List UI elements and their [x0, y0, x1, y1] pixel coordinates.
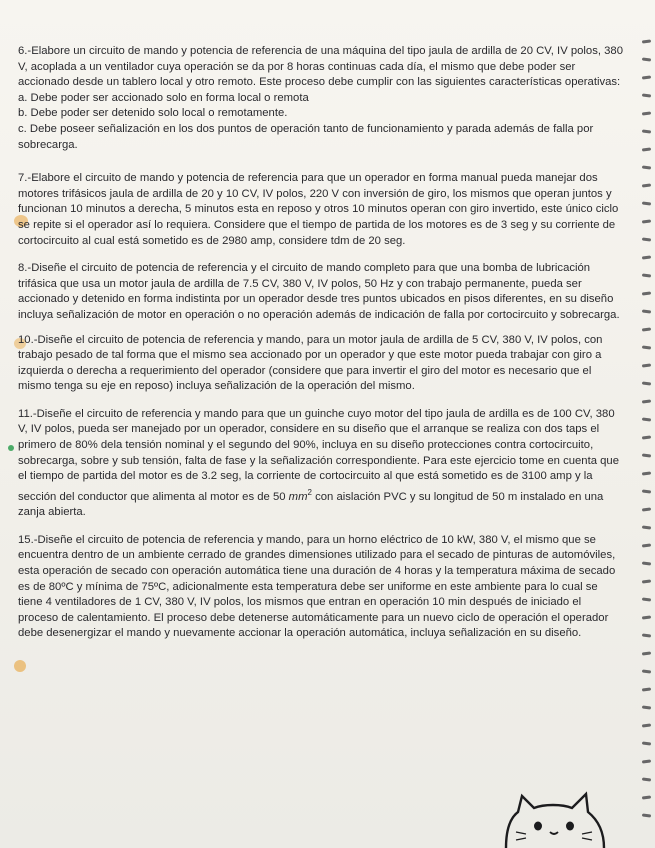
spiral-ring: [642, 129, 651, 133]
spiral-ring: [642, 525, 651, 529]
spiral-ring: [642, 39, 651, 43]
spiral-ring: [642, 633, 651, 637]
spiral-ring: [642, 723, 651, 727]
question-7: [18, 171, 623, 249]
question-11-text-b: con aislación PVC y su longitud de 50 m instalado en una zanja abierta.: [18, 490, 604, 519]
spiral-ring: [642, 255, 651, 259]
spiral-ring: [642, 615, 651, 619]
spiral-ring: [642, 165, 651, 169]
question-11-number: 11.-: [18, 407, 37, 420]
question-11-unit-exp: 2: [307, 487, 312, 497]
highlight-mark-10: [8, 445, 14, 451]
spiral-ring: [642, 147, 651, 151]
cat-doodle-icon: [500, 790, 610, 848]
question-7-body: [18, 171, 623, 249]
question-6: [18, 44, 623, 153]
question-6-item-a: a. Debe poder ser accionado solo en forma local o remota: [18, 91, 309, 104]
spiral-ring: [642, 453, 651, 457]
spiral-ring: [642, 399, 651, 403]
highlight-mark-15: [14, 660, 26, 672]
spiral-ring: [642, 417, 651, 421]
question-10: [18, 333, 623, 395]
question-15-body: [18, 533, 623, 642]
question-list: [18, 44, 623, 651]
spiral-ring: [642, 57, 651, 61]
spiral-ring: [642, 813, 651, 817]
spiral-ring: [642, 669, 651, 673]
question-6-item-b: b. Debe poder ser detenido solo local o remotamente.: [18, 107, 288, 120]
question-6-text: Elabore un circuito de mando y potencia de referencia de una máquina del tipo jaula de ardilla de 20 CV, IV polos, 380 V, acoplada a un ventilador cuya operación se da por 8 horas continuas cada día, el mismo que debe poder ser accionado desde un tablero local y otro remoto. Este proceso debe cumplir con las siguientes características operativas:: [18, 45, 623, 89]
spiral-ring: [642, 183, 651, 187]
spiral-ring: [642, 561, 651, 565]
question-15: [18, 533, 623, 642]
spiral-ring: [642, 345, 651, 349]
question-6-body: [18, 44, 623, 91]
spiral-ring: [642, 687, 651, 691]
spiral-ring: [642, 327, 651, 331]
question-7-number: 7.-: [18, 172, 32, 185]
spiral-ring: [642, 471, 651, 475]
question-8-text: Diseñe el circuito de potencia de referencia y el circuito de mando completo para que una bomba de lubricación trifásica que usa un motor jaula de ardilla de 7.5 CV, 380 V, IV polos, 50 Hz y con trabajo permanente, pueda ser accionado y detenido en forma indistinta por un operador desde tres puntos ubicados en pisos diferentes, en su diseño incluya señalización de motor en operación o no operación además de indicación de falla por cortocircuito y sobrecarga.: [18, 262, 620, 321]
notebook-spiral: [635, 40, 651, 840]
question-15-number: 15.-: [18, 533, 38, 546]
spiral-ring: [642, 759, 651, 763]
spiral-ring: [642, 579, 651, 583]
question-8-number: 8.-: [18, 262, 32, 275]
spiral-ring: [642, 597, 651, 601]
question-10-number: 10.-: [18, 333, 38, 346]
question-10-body: [18, 333, 623, 395]
spiral-ring: [642, 75, 651, 79]
spiral-ring: [642, 291, 651, 295]
spiral-ring: [642, 489, 651, 493]
spiral-ring: [642, 237, 651, 241]
spiral-ring: [642, 363, 651, 367]
spiral-ring: [642, 741, 651, 745]
spiral-ring: [642, 201, 651, 205]
spiral-ring: [642, 543, 651, 547]
question-8: [18, 261, 623, 323]
spiral-ring: [642, 273, 651, 277]
spiral-ring: [642, 309, 651, 313]
question-6-item-c: c. Debe poseer señalización en los dos puntos de operación tanto de funcionamiento y parada además de falla por sobrecarga.: [18, 122, 594, 151]
question-6-number: 6.-: [18, 45, 32, 57]
spiral-ring: [642, 219, 651, 223]
spiral-ring: [642, 507, 651, 511]
question-11-text-a: Diseñe el circuito de referencia y mando para que un guinche cuyo motor del tipo jaula de ardilla es de 100 CV, 380 V, IV polos, pueda ser manejado por un operador, considere en su diseño que el arranque se realiza con dos taps el primero de 80% dela tensión nominal y el segundo del 90%, incluya en su diseño protecciones contra cortocircuito, sobrecarga, sobre y sub tensión, falta de fase y la señalización correspondiente. Para este ejercicio tome en cuenta que el tiempo de partida del motor es de 3.2 seg, la corriente de cortocircuito al que está sometido es de 3100 amp y la sección del conductor que alimenta al motor es de 50: [18, 407, 619, 503]
spiral-ring: [642, 777, 651, 781]
spiral-ring: [642, 93, 651, 97]
question-7-text: Elabore el circuito de mando y potencia de referencia para que un operador en forma manual pueda manejar dos motores trifásicos jaula de ardilla de 20 y 10 CV, IV polos, 220 V con inversión de giro, los mismos que operan juntos y funcionan 10 minutos a derecha, 5 minutos esta en reposo y otros 10 minutos operan con giro invertido, este único ciclo se repite si el operador así lo requiera. Considere que el tiempo de partida de los motores es de 3 seg y su corriente de cortocircuito al cual está sometido es de 2980 amp, considere tdm de 20 seg.: [18, 172, 619, 247]
spiral-ring: [642, 705, 651, 709]
spiral-ring: [642, 651, 651, 655]
spiral-ring: [642, 111, 651, 115]
spiral-ring: [642, 795, 651, 799]
spiral-ring: [642, 435, 651, 439]
question-11-body: [18, 407, 623, 521]
question-15-text: Diseñe el circuito de potencia de referencia y mando, para un horno eléctrico de 10 kW, 380 V, el mismo que se encuentra dentro de un ambiente cerrado de grandes dimensiones utilizado para el secado de pinturas de automóviles, esta operación de secado con operación automática tiene una duración de 4 horas y la temperatura máxima de secado es de 80ºC y mínima de 75ºC, adicionalmente esta temperatura debe ser uniforme en este ambiente para lo cual se tiene 4 ventiladores de 1 CV, 380 V, IV polos, los mismos que entran en operación 10 min después de iniciado el proceso de calentamiento. El proceso debe detenerse automáticamente para un nuevo ciclo de operación el operador debe desenergizar el mando y nuevamente accionar la operación automática, incluya señalización en su diseño.: [18, 533, 616, 640]
question-11: [18, 407, 623, 521]
question-8-body: [18, 261, 623, 323]
question-10-text: Diseñe el circuito de potencia de referencia y mando, para un motor jaula de ardilla de 5 CV, 380 V, IV polos, con trabajo pesado de tal forma que el mismo sea accionado por un operador y que este motor pueda trabajar con giro a izquierda o derecha a requerimiento del operador (considere que para invertir el giro del motor es necesario que el mismo tenga su eje en reposo) incluya señalización de la operación del mismo.: [18, 333, 603, 393]
question-11-unit: mm: [288, 490, 308, 503]
spiral-ring: [642, 381, 651, 385]
